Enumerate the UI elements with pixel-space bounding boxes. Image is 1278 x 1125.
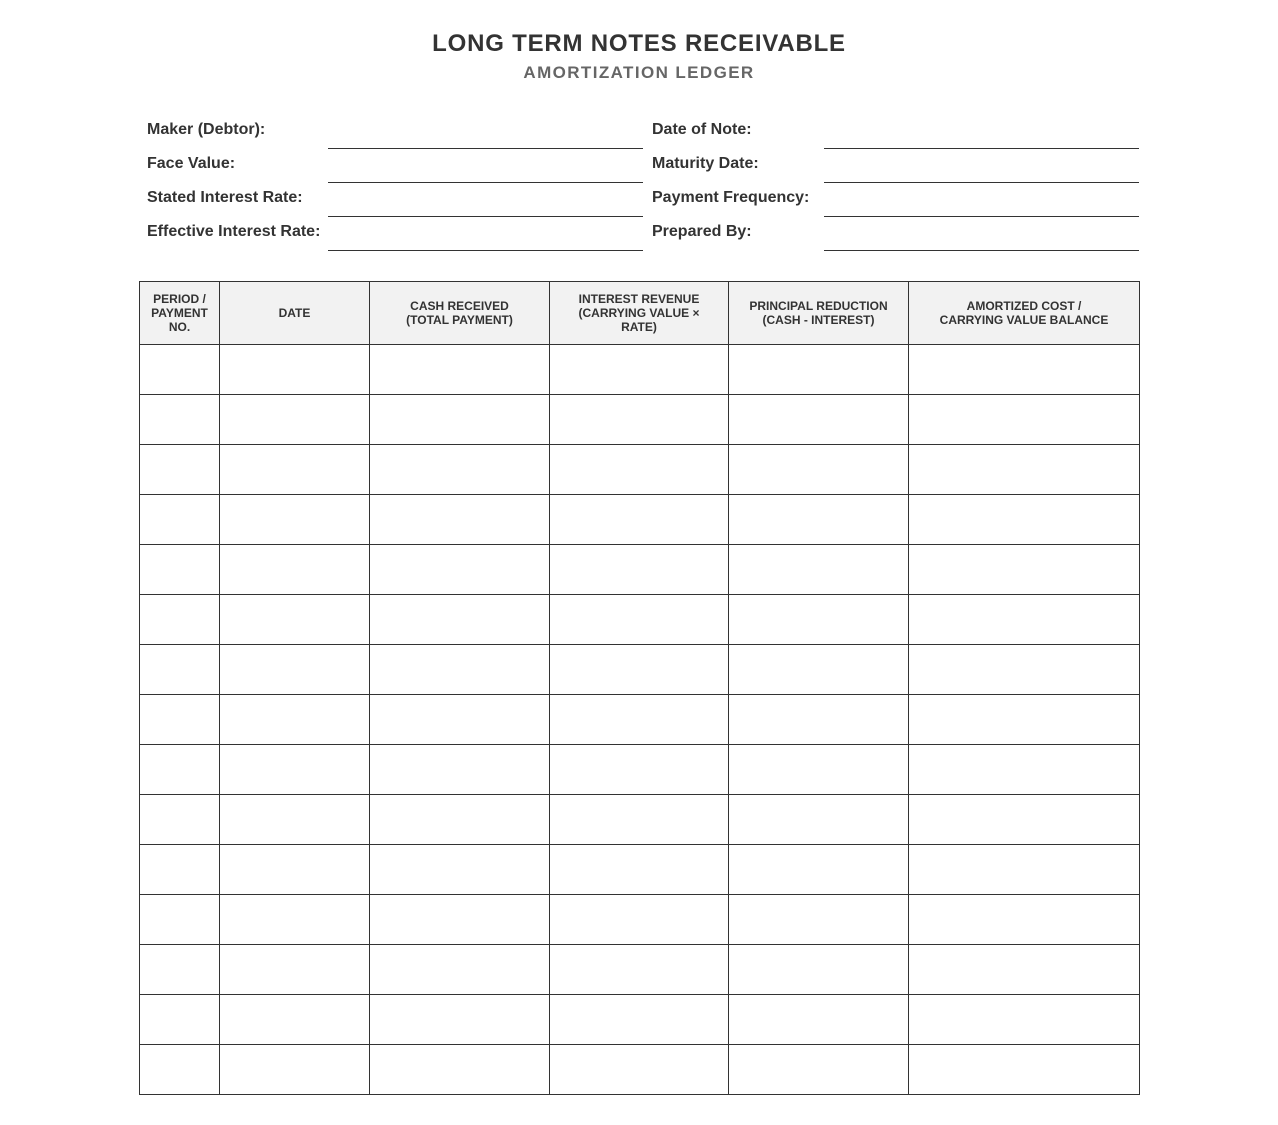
principal-reduction-cell[interactable] [729, 345, 909, 395]
period-cell[interactable] [140, 345, 220, 395]
date-cell[interactable] [220, 345, 370, 395]
table-row [140, 695, 1140, 745]
effective-rate-field[interactable] [328, 250, 643, 251]
effective-rate-label: Effective Interest Rate: [147, 223, 321, 240]
date-cell[interactable] [220, 495, 370, 545]
date-of-note-field[interactable] [824, 148, 1139, 149]
interest-revenue-cell[interactable] [550, 445, 729, 495]
interest-revenue-cell[interactable] [550, 895, 729, 945]
amortized-cost-cell[interactable] [909, 795, 1140, 845]
date-cell[interactable] [220, 645, 370, 695]
principal-reduction-cell[interactable] [729, 645, 909, 695]
principal-reduction-cell[interactable] [729, 895, 909, 945]
date-of-note-label: Date of Note: [652, 121, 752, 138]
principal-reduction-cell[interactable] [729, 795, 909, 845]
cash-received-cell[interactable] [370, 995, 550, 1045]
principal-reduction-cell[interactable] [729, 495, 909, 545]
document-subtitle: AMORTIZATION LEDGER [523, 63, 755, 82]
table-row [140, 945, 1140, 995]
principal-reduction-cell[interactable] [729, 595, 909, 645]
interest-revenue-cell[interactable] [550, 795, 729, 845]
column-header-interest-revenue: INTEREST REVENUE (CARRYING VALUE × RATE) [550, 282, 729, 345]
maturity-date-label: Maturity Date: [652, 155, 759, 172]
period-cell[interactable] [140, 895, 220, 945]
cash-received-cell[interactable] [370, 895, 550, 945]
table-header-row [140, 282, 1140, 345]
table-row [140, 445, 1140, 495]
period-cell[interactable] [140, 445, 220, 495]
date-cell[interactable] [220, 745, 370, 795]
interest-revenue-cell[interactable] [550, 395, 729, 445]
date-cell[interactable] [220, 945, 370, 995]
table-row [140, 645, 1140, 695]
stated-rate-label: Stated Interest Rate: [147, 189, 303, 206]
cash-received-cell[interactable] [370, 1045, 550, 1095]
amortization-ledger-table [139, 281, 1140, 1095]
interest-revenue-cell[interactable] [550, 995, 729, 1045]
ledger-body [140, 345, 1140, 1095]
amortized-cost-cell[interactable] [909, 445, 1140, 495]
interest-revenue-cell[interactable] [550, 695, 729, 745]
table-row [140, 595, 1140, 645]
face-value-label: Face Value: [147, 155, 236, 172]
payment-frequency-field[interactable] [824, 216, 1139, 217]
cash-received-cell[interactable] [370, 495, 550, 545]
date-cell[interactable] [220, 845, 370, 895]
cash-received-cell[interactable] [370, 345, 550, 395]
date-cell[interactable] [220, 445, 370, 495]
principal-reduction-cell[interactable] [729, 545, 909, 595]
amortized-cost-cell[interactable] [909, 495, 1140, 545]
interest-revenue-cell[interactable] [550, 745, 729, 795]
interest-revenue-cell[interactable] [550, 945, 729, 995]
period-cell[interactable] [140, 745, 220, 795]
maker-label: Maker (Debtor): [147, 121, 266, 138]
date-cell[interactable] [220, 995, 370, 1045]
period-cell[interactable] [140, 945, 220, 995]
table-row [140, 1045, 1140, 1095]
period-cell[interactable] [140, 395, 220, 445]
amortized-cost-cell[interactable] [909, 595, 1140, 645]
cash-received-cell[interactable] [370, 695, 550, 745]
principal-reduction-cell[interactable] [729, 695, 909, 745]
maker-field[interactable] [328, 148, 643, 149]
table-row [140, 995, 1140, 1045]
stated-rate-field[interactable] [328, 216, 643, 217]
table-row [140, 395, 1140, 445]
date-cell[interactable] [220, 695, 370, 745]
table-row [140, 745, 1140, 795]
period-cell[interactable] [140, 795, 220, 845]
payment-frequency-label: Payment Frequency: [652, 189, 810, 206]
period-cell[interactable] [140, 1045, 220, 1095]
cash-received-cell[interactable] [370, 395, 550, 445]
principal-reduction-cell[interactable] [729, 945, 909, 995]
principal-reduction-cell[interactable] [729, 845, 909, 895]
cash-received-cell[interactable] [370, 745, 550, 795]
prepared-by-field[interactable] [824, 250, 1139, 251]
amortized-cost-cell[interactable] [909, 695, 1140, 745]
period-cell[interactable] [140, 595, 220, 645]
document-title: LONG TERM NOTES RECEIVABLE [432, 30, 846, 57]
amortized-cost-cell[interactable] [909, 645, 1140, 695]
amortized-cost-cell[interactable] [909, 895, 1140, 945]
cash-received-cell[interactable] [370, 595, 550, 645]
principal-reduction-cell[interactable] [729, 745, 909, 795]
column-header-principal-reduction: PRINCIPAL REDUCTION (CASH - INTEREST) [729, 282, 909, 345]
date-cell[interactable] [220, 545, 370, 595]
date-cell[interactable] [220, 395, 370, 445]
amortized-cost-cell[interactable] [909, 395, 1140, 445]
interest-revenue-cell[interactable] [550, 345, 729, 395]
cash-received-cell[interactable] [370, 945, 550, 995]
table-row [140, 795, 1140, 845]
cash-received-cell[interactable] [370, 545, 550, 595]
cash-received-cell[interactable] [370, 445, 550, 495]
amortized-cost-cell[interactable] [909, 545, 1140, 595]
amortized-cost-cell[interactable] [909, 1045, 1140, 1095]
date-cell[interactable] [220, 1045, 370, 1095]
cash-received-cell[interactable] [370, 845, 550, 895]
date-cell[interactable] [220, 795, 370, 845]
face-value-field[interactable] [328, 182, 643, 183]
cash-received-cell[interactable] [370, 645, 550, 695]
column-header-date: DATE [220, 282, 370, 345]
table-row [140, 895, 1140, 945]
period-cell[interactable] [140, 545, 220, 595]
date-cell[interactable] [220, 895, 370, 945]
date-cell[interactable] [220, 595, 370, 645]
table-row [140, 845, 1140, 895]
table-row [140, 345, 1140, 395]
table-row [140, 495, 1140, 545]
principal-reduction-cell[interactable] [729, 445, 909, 495]
period-cell[interactable] [140, 695, 220, 745]
interest-revenue-cell[interactable] [550, 595, 729, 645]
amortized-cost-cell[interactable] [909, 345, 1140, 395]
column-header-amortized-cost: AMORTIZED COST / CARRYING VALUE BALANCE [909, 282, 1140, 345]
principal-reduction-cell[interactable] [729, 395, 909, 445]
column-header-period: PERIOD / PAYMENT NO. [140, 282, 220, 345]
amortized-cost-cell[interactable] [909, 945, 1140, 995]
principal-reduction-cell[interactable] [729, 1045, 909, 1095]
amortized-cost-cell[interactable] [909, 845, 1140, 895]
interest-revenue-cell[interactable] [550, 1045, 729, 1095]
period-cell[interactable] [140, 495, 220, 545]
period-cell[interactable] [140, 845, 220, 895]
interest-revenue-cell[interactable] [550, 845, 729, 895]
interest-revenue-cell[interactable] [550, 495, 729, 545]
prepared-by-label: Prepared By: [652, 223, 752, 240]
principal-reduction-cell[interactable] [729, 995, 909, 1045]
table-row [140, 545, 1140, 595]
amortized-cost-cell[interactable] [909, 995, 1140, 1045]
interest-revenue-cell[interactable] [550, 545, 729, 595]
maturity-date-field[interactable] [824, 182, 1139, 183]
amortized-cost-cell[interactable] [909, 745, 1140, 795]
column-header-cash-received: CASH RECEIVED (TOTAL PAYMENT) [370, 282, 550, 345]
interest-revenue-cell[interactable] [550, 645, 729, 695]
period-cell[interactable] [140, 645, 220, 695]
period-cell[interactable] [140, 995, 220, 1045]
cash-received-cell[interactable] [370, 795, 550, 845]
